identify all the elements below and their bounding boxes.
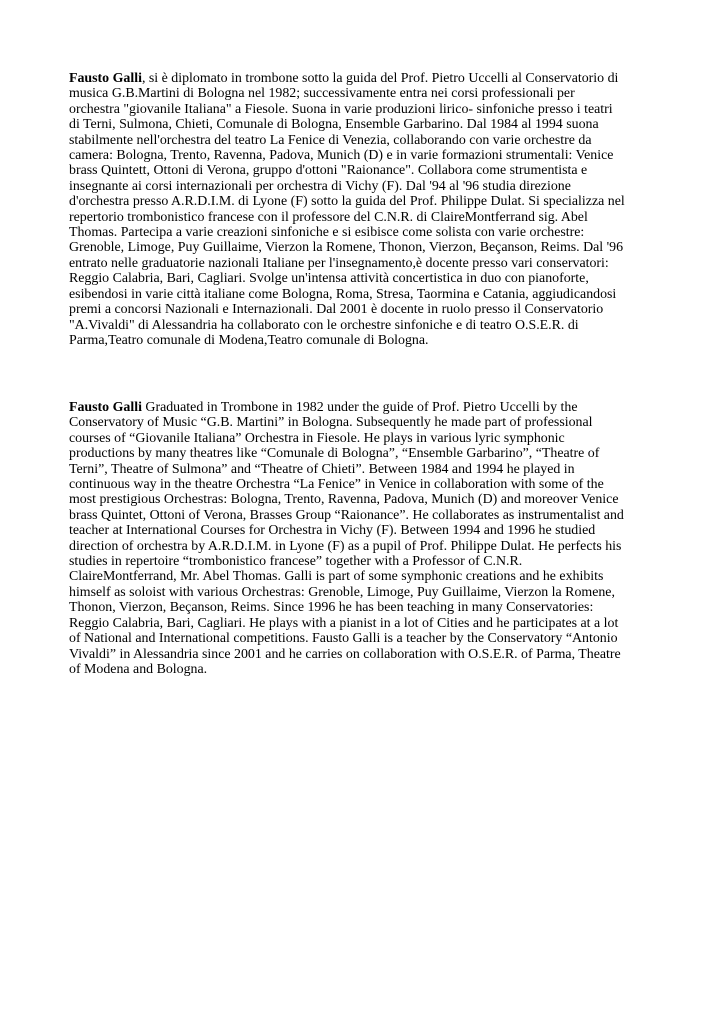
italian-name: Fausto Galli: [69, 71, 142, 86]
text-line: ClaireMontferrand, Mr. Abel Thomas. Galli is part of some symphonic creations and he exhibits: [69, 569, 604, 585]
text-line: di Terni, Sulmona, Chieti, Comunale di Bologna, Ensemble Garbarino. Dal 1984 al 1994 suona: [69, 117, 599, 133]
text-line: productions by many theatres like “Comunale di Bologna”, “Ensemble Garbarino”, “Theatre of: [69, 446, 600, 462]
text-line: entrato nelle graduatorie nazionali Italiane per l'insegnamento,è docente presso vari conservatori:: [69, 255, 609, 271]
text-line: most prestigious Orchestras: Bologna, Trento, Ravenna, Padova, Munich (D) and moreover Venice: [69, 492, 619, 508]
text-line: camera: Bologna, Trento, Ravenna, Padova, Munich (D) e in varie formazioni strumentali: Venice: [69, 148, 614, 164]
text-line: Terni”, Theatre of Sulmona” and “Theatre of Chieti”. Between 1984 and 1994 he played in: [69, 461, 575, 477]
text-line: repertorio trombonistico francese con il professore del C.N.R. di ClaireMontferrand sig. Abel: [69, 209, 588, 225]
text-line: d'orchestra presso A.R.D.I.M. di Lyone (F) sotto la guida del Prof. Philippe Dulat. Si specializza nel: [69, 194, 625, 210]
text-line: Thomas. Partecipa a varie creazioni sinfoniche e si esibisce come solista con varie orchestre:: [69, 225, 585, 241]
text-line: musica G.B.Martini di Bologna nel 1982; successivamente entra nei corsi professionali per: [69, 86, 575, 102]
text-line: esibendosi in varie città italiane come Bologna, Roma, Stresa, Taormina e Catania, aggiudicandosi: [69, 286, 617, 302]
text-line: brass Quintet, Ottoni of Verona, Brasses Group “Raionance”. He collaborates as instrumentalist and: [69, 507, 624, 523]
text-line: courses of “Giovanile Italiana” Orchestra in Fiesole. He plays in various lyric symphonic: [69, 430, 565, 446]
text-line: "A.Vivaldi" di Alessandria ha collaborato con le orchestre sinfoniche e di teatro O.S.E.R. di: [69, 317, 579, 333]
text-line: orchestra "giovanile Italiana" a Fiesole. Suona in varie produzioni lirico- sinfoniche presso i teatri: [69, 101, 613, 117]
italian-biography-paragraph: [69, 71, 669, 348]
text-line: continuous way in the theatre Orchestra “La Fenice” in Venice in collaboration with some of the: [69, 477, 604, 493]
text-line: Conservatory of Music “G.B. Martini” in Bologna. Subsequently he made part of professional: [69, 415, 593, 431]
text-line: Parma,Teatro comunale di Modena,Teatro comunale di Bologna.: [69, 332, 429, 348]
text-line: Vivaldi” in Alessandria since 2001 and he carries on collaboration with O.S.E.R. of Parma, Theatre: [69, 646, 621, 662]
text-line: stabilmente nell'orchestra del teatro La Fenice di Venezia, collaborando con varie orchestre da: [69, 132, 592, 148]
text-line: Reggio Calabria, Bari, Cagliari. Svolge un'intensa attività concertistica in duo con pianoforte,: [69, 271, 589, 287]
text-line: Grenoble, Limoge, Puy Guillaime, Vierzon la Romene, Thonon, Vierzon, Beçanson, Reims. Dal '96: [69, 240, 624, 256]
text-line: of Modena and Bologna.: [69, 661, 208, 677]
text-line: insegnante ai corsi internazionali per orchestra di Vichy (F). Dal '94 al '96 studia direzione: [69, 178, 571, 194]
text-line: Thonon, Vierzon, Beçanson, Reims. Since 1996 he has been teaching in many Conservatories:: [69, 600, 594, 616]
text-line: brass Quintett, Ottoni di Verona, gruppo d'ottoni "Raionance". Collabora come strumentista e: [69, 163, 588, 179]
text-line: Fausto Galli Graduated in Trombone in 1982 under the guide of Prof. Pietro Uccelli by the: [69, 400, 578, 415]
text-line: Fausto Galli, si è diplomato in trombone sotto la guida del Prof. Pietro Uccelli al Conservatorio di: [69, 71, 619, 86]
text-line: Reggio Calabria, Bari, Cagliari. He plays with a pianist in a lot of Cities and he participates at a lot: [69, 615, 619, 631]
text-line: of National and International competitions. Fausto Galli is a teacher by the Conservatory “Antonio: [69, 631, 618, 647]
english-biography-paragraph: [69, 400, 669, 677]
text-line: himself as soloist with various Orchestras: Grenoble, Limoge, Puy Guillaime, Vierzon la Romene,: [69, 584, 615, 600]
text-line: teacher at International Courses for Orchestra in Vichy (F). Between 1994 and 1996 he studied: [69, 523, 596, 539]
text-line: direction of orchestra by A.R.D.I.M. in Lyone (F) as a pupil of Prof. Philippe Dulat. He perfects his: [69, 538, 622, 554]
english-name: Fausto Galli: [69, 400, 142, 415]
text-line: studies in repertoire “trombonistico francese” together with a Professor of C.N.R.: [69, 554, 523, 570]
text-line: premi a concorsi Nazionali e Internazionali. Dal 2001 è docente in ruolo presso il Conservatorio: [69, 302, 604, 318]
